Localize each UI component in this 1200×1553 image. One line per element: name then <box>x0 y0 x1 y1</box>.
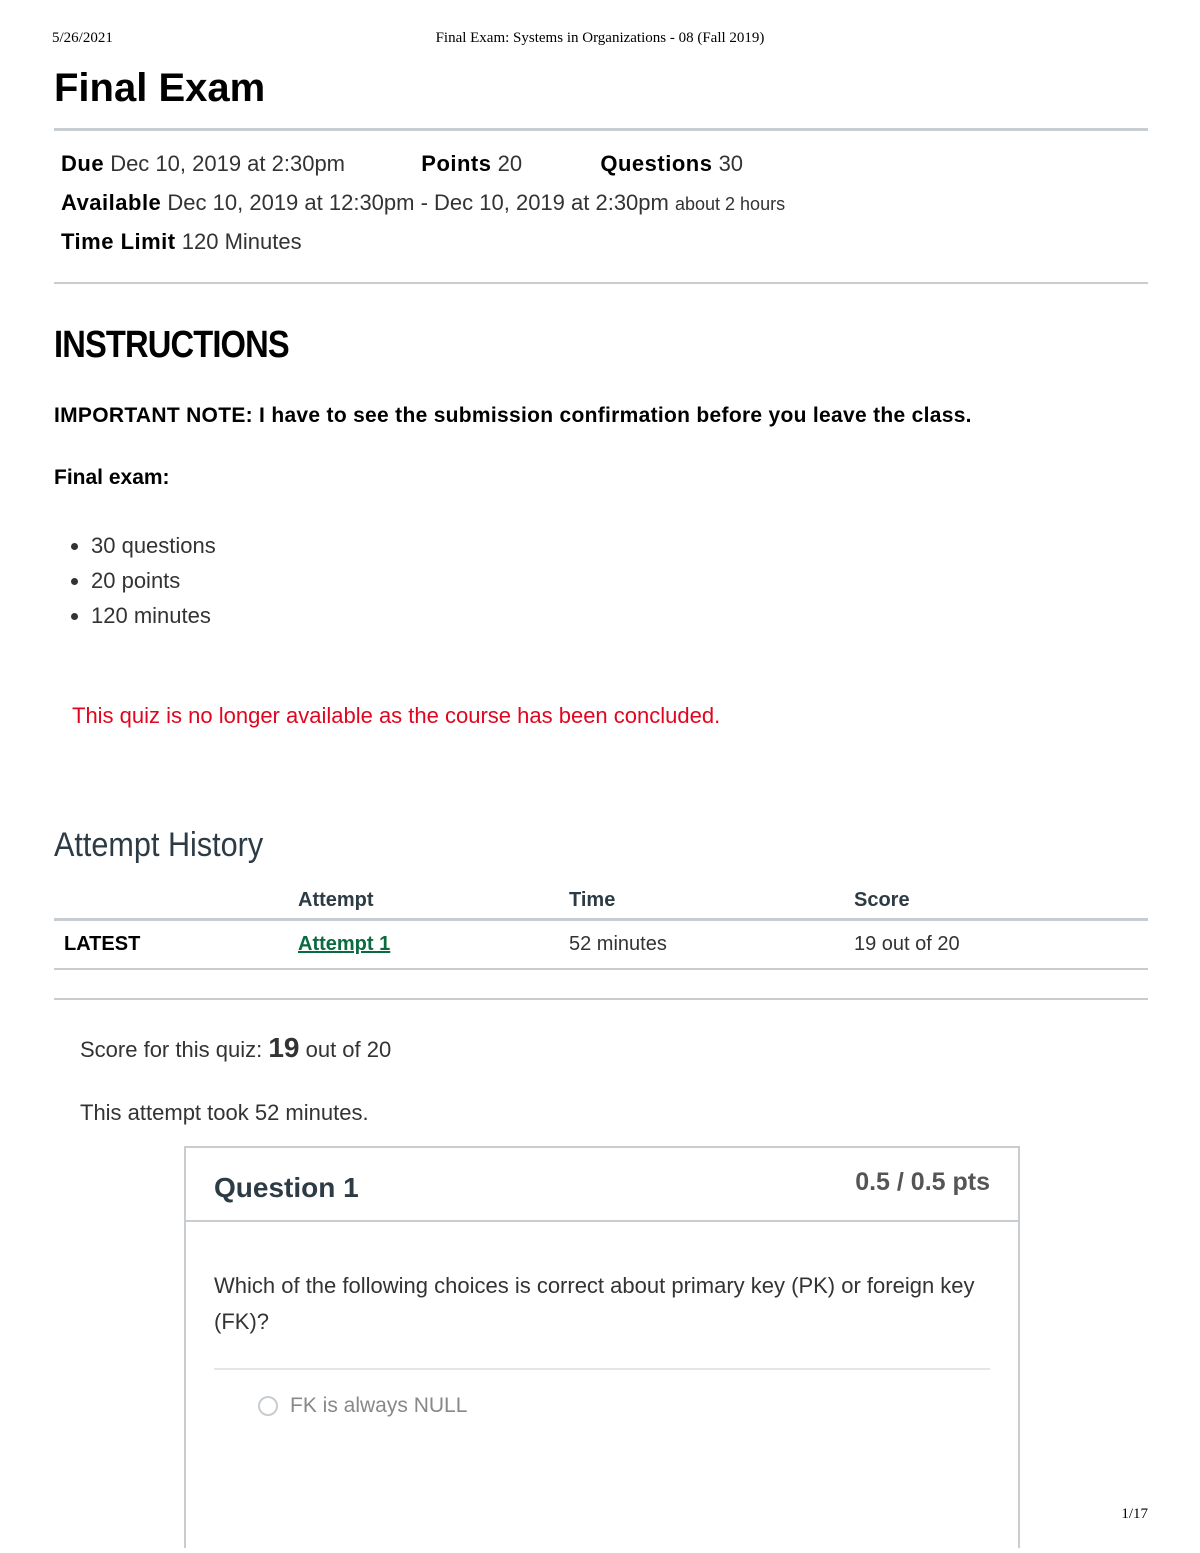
divider <box>214 1368 990 1370</box>
available-duration: about 2 hours <box>674 194 786 214</box>
due-value: Dec 10, 2019 at 2:30pm <box>110 151 346 176</box>
score-cell: 19 out of 20 <box>854 920 1148 970</box>
quiz-header <box>54 131 1148 282</box>
question-header <box>186 1148 1018 1222</box>
column-header: Score <box>854 883 1148 920</box>
column-header: Time <box>569 883 854 920</box>
divider <box>54 282 1148 284</box>
answer-label: FK is always NULL <box>290 1394 468 1417</box>
radio-icon[interactable] <box>258 1396 278 1416</box>
available-label: Available <box>61 190 162 215</box>
due-label: Due <box>61 151 105 176</box>
attempt-history-heading: Attempt History <box>54 826 264 864</box>
list-item: • 30 questions <box>91 528 1148 563</box>
score-suffix: out of 20 <box>305 1037 392 1062</box>
question-card <box>184 1146 1020 1548</box>
latest-label: LATEST <box>54 920 298 970</box>
column-header <box>54 883 298 920</box>
question-title: Question 1 <box>214 1172 359 1203</box>
available-value: Dec 10, 2019 at 12:30pm - Dec 10, 2019 at 2:30pm <box>167 190 669 215</box>
score-value: 19 <box>268 1032 300 1063</box>
time-limit-label: Time Limit <box>61 229 176 254</box>
question-points: 0.5 / 0.5 pts <box>855 1168 990 1196</box>
page-title: Final Exam <box>54 66 266 110</box>
print-header <box>52 30 1148 50</box>
important-note: IMPORTANT NOTE: I have to see the submission confirmation before you leave the class. <box>54 404 972 427</box>
print-title: Final Exam: Systems in Organizations - 08 (Fall 2019) <box>435 30 765 46</box>
column-header: Attempt <box>298 883 569 920</box>
answer-option[interactable] <box>258 1394 990 1418</box>
unavailable-message: This quiz is no longer available as the course has been concluded. <box>72 703 721 728</box>
quiz-score <box>80 1032 1148 1064</box>
list-item: • 120 minutes <box>91 598 1148 633</box>
quiz-meta-row-2 <box>61 188 1148 227</box>
divider <box>54 998 1148 1000</box>
score-prefix: Score for this quiz: <box>80 1037 263 1062</box>
attempt-duration: This attempt took 52 minutes. <box>80 1100 369 1125</box>
instructions-list <box>54 528 1148 633</box>
questions-value: 30 <box>718 151 744 176</box>
main-content <box>54 60 1148 1126</box>
quiz-meta-row-3 <box>61 227 1148 266</box>
print-date: 5/26/2021 <box>52 30 113 46</box>
table-row <box>54 920 1148 970</box>
table-header-row <box>54 883 1148 920</box>
attempt-cell <box>298 920 569 970</box>
time-limit-value: 120 Minutes <box>181 229 302 254</box>
questions-label: Questions <box>600 151 713 176</box>
time-cell: 52 minutes <box>569 920 854 970</box>
points-value: 20 <box>497 151 523 176</box>
final-exam-label: Final exam: <box>54 466 170 489</box>
attempt-history-table <box>54 883 1148 970</box>
instructions-heading: INSTRUCTIONS <box>54 324 289 366</box>
question-text: Which of the following choices is correct about primary key (PK) or foreign key (FK)? <box>214 1273 975 1334</box>
list-item: • 20 points <box>91 563 1148 598</box>
quiz-meta-row-1 <box>61 149 1148 188</box>
question-body <box>186 1222 1018 1418</box>
attempt-link[interactable]: Attempt 1 <box>298 933 391 955</box>
points-label: Points <box>421 151 492 176</box>
page-number: 1/17 <box>1121 1506 1148 1522</box>
